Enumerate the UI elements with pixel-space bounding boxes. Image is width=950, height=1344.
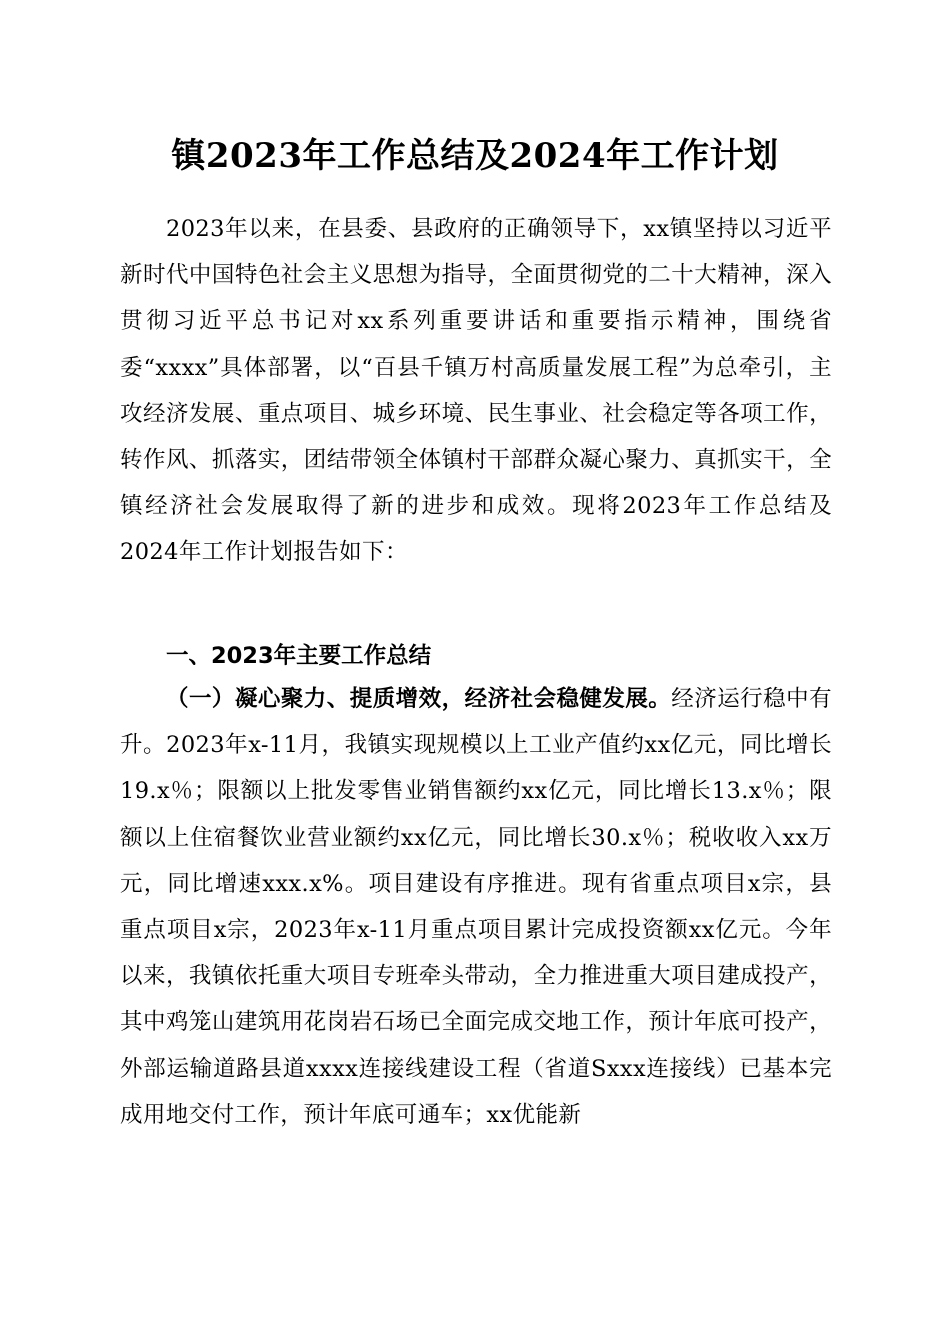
subsection-text: 经济运行稳中有升。2023年x-11月，我镇实现规模以上工业产值约xx亿元，同比增长19.x％；限额以上批发零售业销售额约xx亿元，同比增长13.x％；限额以上住宿餐饮业营业额约xx亿元，同比增长30.x％；税收收入xx万元，同比增速xxx.x%。项目建设有序推进。现有省重点项目x宗，县重点项目x宗，2023年x-11月重点项目累计完成投资额xx亿元。今年以来，我镇依托重大项目专班牵头带动，全力推进重大项目建成投产，其中鸡笼山建筑用花岗岩石场已全面完成交地工作，预计年底可投产，外部运输道路县道xxxx连接线建设工程（省道Sxxx连接线）已基本完成用地交付工作，预计年底可通车；xx优能新 <box>120 686 832 1128</box>
document-title: 镇2023年工作总结及2024年工作计划 <box>171 136 779 176</box>
section-heading: 一、2023年主要工作总结 <box>166 643 432 669</box>
section-paragraph <box>120 676 832 1138</box>
intro-paragraph: 2023年以来，在县委、县政府的正确领导下，xx镇坚持以习近平新时代中国特色社会主义思想为指导，全面贯彻党的二十大精神，深入贯彻习近平总书记对xx系列重要讲话和重要指示精神，围绕省委“xxxx”具体部署，以“百县千镇万村高质量发展工程”为总牵引，主攻经济发展、重点项目、城乡环境、民生事业、社会稳定等各项工作，转作风、抓落实，团结带领全体镇村干部群众凝心聚力、真抓实干，全镇经济社会发展取得了新的进步和成效。现将2023年工作总结及2024年工作计划报告如下： <box>120 216 832 566</box>
subsection-heading: （一）凝心聚力、提质增效，经济社会稳健发展。 <box>166 686 672 712</box>
